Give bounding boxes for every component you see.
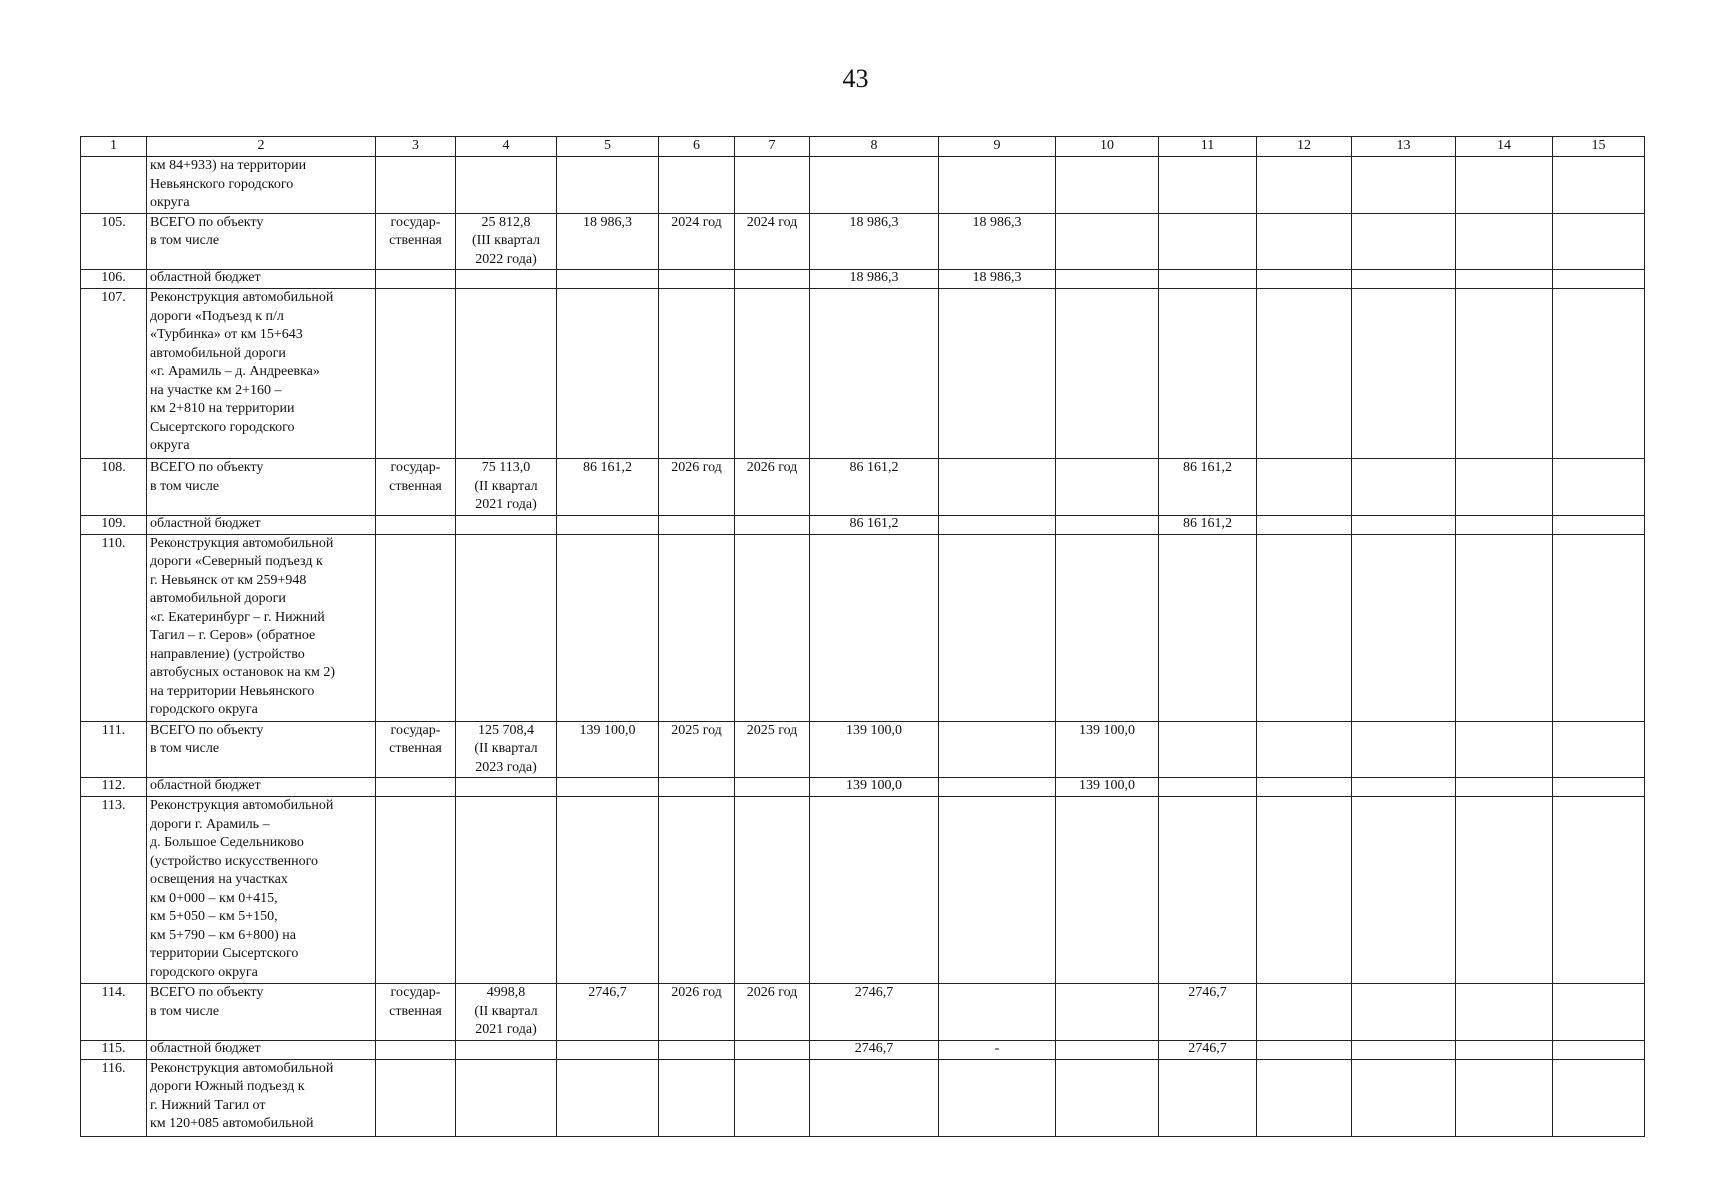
cell-col4 (456, 797, 557, 984)
cell-col10 (1056, 213, 1159, 270)
cell-col14 (1456, 984, 1553, 1041)
cell-col7 (735, 778, 810, 797)
cell-col9: 18 986,3 (939, 213, 1056, 270)
cell-col13 (1352, 1059, 1456, 1136)
cell-col1: 113. (81, 797, 147, 984)
cell-col12 (1257, 459, 1352, 516)
cell-col8: 2746,7 (810, 984, 939, 1041)
cell-col15 (1553, 1059, 1645, 1136)
cell-col10 (1056, 459, 1159, 516)
cell-col3 (376, 1059, 456, 1136)
cell-col1: 107. (81, 289, 147, 459)
cell-col12 (1257, 721, 1352, 778)
cell-col15 (1553, 289, 1645, 459)
cell-col7: 2026 год (735, 984, 810, 1041)
cell-col11: 86 161,2 (1159, 515, 1257, 534)
cell-col8 (810, 534, 939, 721)
cell-col5 (557, 289, 659, 459)
cell-col6 (659, 778, 735, 797)
cell-col3: государ- ственная (376, 721, 456, 778)
cell-col8 (810, 797, 939, 984)
cell-col1: 110. (81, 534, 147, 721)
data-table (80, 136, 1645, 1137)
cell-col15 (1553, 459, 1645, 516)
cell-col6 (659, 270, 735, 289)
cell-col13 (1352, 1040, 1456, 1059)
cell-col2: ВСЕГО по объекту в том числе (147, 721, 376, 778)
table-row (81, 984, 1645, 1041)
cell-col13 (1352, 459, 1456, 516)
cell-col12 (1257, 289, 1352, 459)
cell-col13 (1352, 289, 1456, 459)
cell-col8 (810, 1059, 939, 1136)
cell-col10 (1056, 157, 1159, 214)
cell-col12 (1257, 1059, 1352, 1136)
header-cell: 9 (939, 137, 1056, 157)
cell-col11 (1159, 157, 1257, 214)
cell-col2: областной бюджет (147, 1040, 376, 1059)
header-cell: 8 (810, 137, 939, 157)
cell-col9 (939, 459, 1056, 516)
cell-col4 (456, 157, 557, 214)
cell-col9: - (939, 1040, 1056, 1059)
cell-col11 (1159, 213, 1257, 270)
cell-col7 (735, 270, 810, 289)
cell-col13 (1352, 534, 1456, 721)
cell-col13 (1352, 515, 1456, 534)
cell-col5: 86 161,2 (557, 459, 659, 516)
header-cell: 1 (81, 137, 147, 157)
cell-col2: областной бюджет (147, 515, 376, 534)
cell-col7 (735, 1059, 810, 1136)
cell-col1: 108. (81, 459, 147, 516)
cell-col14 (1456, 157, 1553, 214)
cell-col11 (1159, 1059, 1257, 1136)
cell-col2: Реконструкция автомобильной дороги «Северный подъезд к г. Невьянск от км 259+948 автомобильной дороги «г. Екатеринбург – г. Нижний Тагил – г. Серов» (обратное направление) (устройство автобусных остановок на км 2) на территории Невьянского городского округа (147, 534, 376, 721)
cell-col6 (659, 797, 735, 984)
cell-col11: 86 161,2 (1159, 459, 1257, 516)
cell-col15 (1553, 515, 1645, 534)
cell-col7 (735, 534, 810, 721)
cell-col5 (557, 1059, 659, 1136)
cell-col13 (1352, 157, 1456, 214)
table-row (81, 778, 1645, 797)
cell-col6 (659, 1040, 735, 1059)
cell-col15 (1553, 270, 1645, 289)
cell-col9 (939, 515, 1056, 534)
cell-col10 (1056, 1059, 1159, 1136)
cell-col9 (939, 797, 1056, 984)
cell-col14 (1456, 778, 1553, 797)
cell-col5 (557, 515, 659, 534)
cell-col3 (376, 778, 456, 797)
cell-col5 (557, 157, 659, 214)
cell-col9: 18 986,3 (939, 270, 1056, 289)
cell-col14 (1456, 213, 1553, 270)
header-cell: 2 (147, 137, 376, 157)
header-cell: 10 (1056, 137, 1159, 157)
cell-col11 (1159, 797, 1257, 984)
cell-col2: Реконструкция автомобильной дороги «Подъезд к п/л «Турбинка» от км 15+643 автомобильной дороги «г. Арамиль – д. Андреевка» на участке км 2+160 – км 2+810 на территории Сысертского городского округа (147, 289, 376, 459)
cell-col12 (1257, 270, 1352, 289)
cell-col12 (1257, 213, 1352, 270)
cell-col14 (1456, 797, 1553, 984)
cell-col11 (1159, 721, 1257, 778)
cell-col3: государ- ственная (376, 213, 456, 270)
cell-col1 (81, 157, 147, 214)
cell-col3: государ- ственная (376, 984, 456, 1041)
cell-col10: 139 100,0 (1056, 721, 1159, 778)
header-cell: 5 (557, 137, 659, 157)
cell-col2: ВСЕГО по объекту в том числе (147, 459, 376, 516)
cell-col10 (1056, 797, 1159, 984)
table-row (81, 1040, 1645, 1059)
cell-col5 (557, 270, 659, 289)
cell-col9 (939, 778, 1056, 797)
cell-col6: 2025 год (659, 721, 735, 778)
cell-col11 (1159, 778, 1257, 797)
cell-col14 (1456, 515, 1553, 534)
cell-col4 (456, 778, 557, 797)
cell-col11: 2746,7 (1159, 1040, 1257, 1059)
cell-col1: 114. (81, 984, 147, 1041)
cell-col1: 105. (81, 213, 147, 270)
cell-col8: 86 161,2 (810, 515, 939, 534)
cell-col7 (735, 289, 810, 459)
cell-col15 (1553, 213, 1645, 270)
header-cell: 6 (659, 137, 735, 157)
cell-col10 (1056, 515, 1159, 534)
cell-col6 (659, 534, 735, 721)
cell-col13 (1352, 778, 1456, 797)
cell-col4 (456, 289, 557, 459)
cell-col10 (1056, 289, 1159, 459)
cell-col12 (1257, 778, 1352, 797)
cell-col3 (376, 289, 456, 459)
cell-col13 (1352, 270, 1456, 289)
cell-col9 (939, 157, 1056, 214)
cell-col7: 2024 год (735, 213, 810, 270)
cell-col2: ВСЕГО по объекту в том числе (147, 213, 376, 270)
header-cell: 4 (456, 137, 557, 157)
cell-col2: областной бюджет (147, 270, 376, 289)
cell-col15 (1553, 157, 1645, 214)
cell-col1: 112. (81, 778, 147, 797)
cell-col10 (1056, 984, 1159, 1041)
cell-col5 (557, 534, 659, 721)
cell-col1: 115. (81, 1040, 147, 1059)
cell-col3 (376, 270, 456, 289)
cell-col1: 106. (81, 270, 147, 289)
cell-col5 (557, 778, 659, 797)
cell-col14 (1456, 270, 1553, 289)
cell-col11 (1159, 534, 1257, 721)
cell-col3 (376, 797, 456, 984)
cell-col8: 139 100,0 (810, 721, 939, 778)
cell-col7 (735, 797, 810, 984)
table-row (81, 289, 1645, 459)
cell-col9 (939, 534, 1056, 721)
cell-col12 (1257, 515, 1352, 534)
cell-col6 (659, 1059, 735, 1136)
cell-col5 (557, 797, 659, 984)
cell-col14 (1456, 289, 1553, 459)
cell-col15 (1553, 1040, 1645, 1059)
cell-col15 (1553, 534, 1645, 721)
cell-col14 (1456, 721, 1553, 778)
cell-col12 (1257, 797, 1352, 984)
cell-col6: 2026 год (659, 459, 735, 516)
cell-col2: Реконструкция автомобильной дороги Южный подъезд к г. Нижний Тагил от км 120+085 автомобильной (147, 1059, 376, 1136)
cell-col9 (939, 289, 1056, 459)
header-cell: 14 (1456, 137, 1553, 157)
cell-col10 (1056, 534, 1159, 721)
cell-col8: 86 161,2 (810, 459, 939, 516)
cell-col13 (1352, 797, 1456, 984)
cell-col12 (1257, 1040, 1352, 1059)
table-row (81, 270, 1645, 289)
cell-col6 (659, 157, 735, 214)
cell-col6: 2026 год (659, 984, 735, 1041)
cell-col1: 109. (81, 515, 147, 534)
header-cell: 13 (1352, 137, 1456, 157)
cell-col4: 4998,8 (II квартал 2021 года) (456, 984, 557, 1041)
cell-col10 (1056, 270, 1159, 289)
cell-col15 (1553, 984, 1645, 1041)
cell-col2: ВСЕГО по объекту в том числе (147, 984, 376, 1041)
cell-col14 (1456, 534, 1553, 721)
cell-col6 (659, 515, 735, 534)
header-cell: 3 (376, 137, 456, 157)
cell-col8 (810, 289, 939, 459)
header-row (81, 137, 1645, 157)
cell-col5: 18 986,3 (557, 213, 659, 270)
cell-col5: 139 100,0 (557, 721, 659, 778)
cell-col8 (810, 157, 939, 214)
cell-col4 (456, 515, 557, 534)
cell-col12 (1257, 984, 1352, 1041)
cell-col15 (1553, 778, 1645, 797)
table-row (81, 515, 1645, 534)
cell-col4 (456, 1059, 557, 1136)
header-cell: 15 (1553, 137, 1645, 157)
cell-col5: 2746,7 (557, 984, 659, 1041)
cell-col4 (456, 270, 557, 289)
cell-col4 (456, 1040, 557, 1059)
cell-col8: 139 100,0 (810, 778, 939, 797)
cell-col1: 116. (81, 1059, 147, 1136)
table-row (81, 157, 1645, 214)
table-row (81, 534, 1645, 721)
cell-col9 (939, 721, 1056, 778)
header-cell: 7 (735, 137, 810, 157)
cell-col13 (1352, 984, 1456, 1041)
header-cell: 12 (1257, 137, 1352, 157)
cell-col12 (1257, 534, 1352, 721)
cell-col2: км 84+933) на территории Невьянского городского округа (147, 157, 376, 214)
cell-col4: 25 812,8 (III квартал 2022 года) (456, 213, 557, 270)
cell-col3: государ- ственная (376, 459, 456, 516)
cell-col2: областной бюджет (147, 778, 376, 797)
cell-col14 (1456, 459, 1553, 516)
cell-col11 (1159, 289, 1257, 459)
cell-col14 (1456, 1059, 1553, 1136)
cell-col3 (376, 515, 456, 534)
table-row (81, 459, 1645, 516)
cell-col12 (1257, 157, 1352, 214)
cell-col7: 2026 год (735, 459, 810, 516)
table-row (81, 797, 1645, 984)
cell-col11 (1159, 270, 1257, 289)
page-number: 43 (842, 64, 869, 93)
cell-col7 (735, 1040, 810, 1059)
cell-col7 (735, 515, 810, 534)
table-row (81, 1059, 1645, 1136)
cell-col8: 2746,7 (810, 1040, 939, 1059)
cell-col4 (456, 534, 557, 721)
cell-col7: 2025 год (735, 721, 810, 778)
cell-col9 (939, 984, 1056, 1041)
cell-col4: 125 708,4 (II квартал 2023 года) (456, 721, 557, 778)
cell-col8: 18 986,3 (810, 270, 939, 289)
cell-col3 (376, 534, 456, 721)
cell-col13 (1352, 213, 1456, 270)
cell-col1: 111. (81, 721, 147, 778)
cell-col2: Реконструкция автомобильной дороги г. Арамиль – д. Большое Седельниково (устройство искусственного освещения на участках км 0+000 – км 0+415, км 5+050 – км 5+150, км 5+790 – км 6+800) на территории Сысертского городского округа (147, 797, 376, 984)
cell-col7 (735, 157, 810, 214)
cell-col8: 18 986,3 (810, 213, 939, 270)
table-row (81, 721, 1645, 778)
cell-col10 (1056, 1040, 1159, 1059)
cell-col5 (557, 1040, 659, 1059)
cell-col3 (376, 1040, 456, 1059)
cell-col9 (939, 1059, 1056, 1136)
cell-col6 (659, 289, 735, 459)
cell-col15 (1553, 797, 1645, 984)
cell-col15 (1553, 721, 1645, 778)
table-row (81, 213, 1645, 270)
header-cell: 11 (1159, 137, 1257, 157)
cell-col3 (376, 157, 456, 214)
cell-col10: 139 100,0 (1056, 778, 1159, 797)
cell-col6: 2024 год (659, 213, 735, 270)
cell-col13 (1352, 721, 1456, 778)
cell-col14 (1456, 1040, 1553, 1059)
cell-col4: 75 113,0 (II квартал 2021 года) (456, 459, 557, 516)
cell-col11: 2746,7 (1159, 984, 1257, 1041)
